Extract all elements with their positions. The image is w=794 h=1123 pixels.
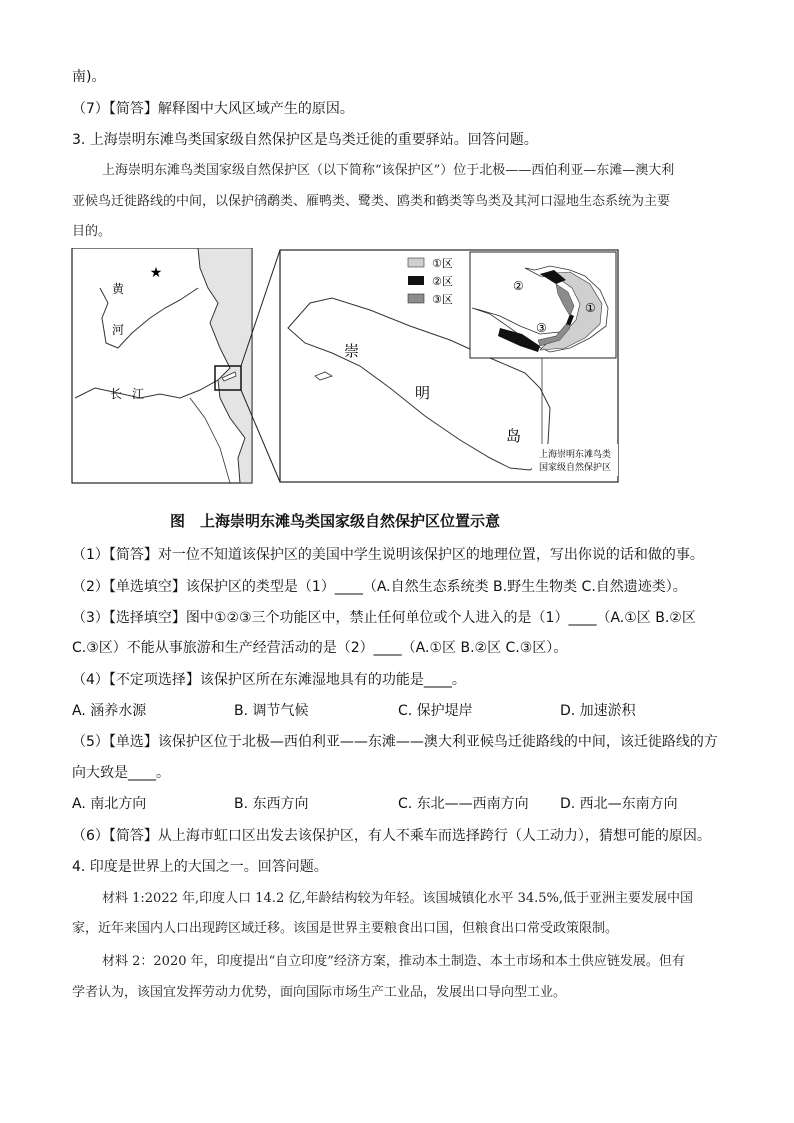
- china-east-map: [72, 248, 252, 483]
- river-label: 江: [132, 387, 145, 401]
- material-line: 目的。: [72, 224, 112, 239]
- figure-caption: 图 上海崇明东滩鸟类国家级自然保护区位置示意: [170, 512, 501, 530]
- option: D. 加速淤积: [560, 703, 636, 719]
- text-line: 南)。: [72, 69, 106, 85]
- option: B. 东西方向: [234, 796, 309, 812]
- question: （6）【简答】从上海市虹口区出发去该保护区，有人不乘车而选择跨行（人工动力），猜想可能的原因。: [72, 828, 711, 844]
- material-line: 上海崇明东滩鸟类国家级自然保护区（以下简称“该保护区”）位于北极——西伯利亚—东滩—澳大利: [102, 163, 675, 178]
- island-label: 崇: [344, 342, 360, 360]
- material-line: 材料 2：2020 年，印度提出“自立印度”经济方案，推动本土制造、本土市场和本土供应链发展。但有: [102, 954, 685, 969]
- zone-label: ③: [536, 321, 547, 335]
- legend-label: ②区: [432, 275, 453, 288]
- river-label: 河: [112, 323, 125, 337]
- river-label: 长: [110, 387, 123, 401]
- option: C. 东北——西南方向: [398, 796, 529, 812]
- zone-label: ②: [513, 279, 524, 293]
- question: （2）【单选填空】该保护区的类型是（1）____（A.自然生态系统类 B.野生生物类 C.自然遗迹类）。: [72, 579, 687, 595]
- option: D. 西北—东南方向: [560, 796, 678, 812]
- option: A. 南北方向: [72, 796, 147, 812]
- material-line: 家，近年来国内人口出现跨区域迁移。该国是世界主要粮食出口国，但粮食出口常受政策限制。: [72, 921, 619, 936]
- material-line: 学者认为，该国宜发挥劳动力优势，面向国际市场生产工业品，发展出口导向型工业。: [72, 985, 567, 1000]
- chongming-map: [280, 250, 618, 482]
- question: （3）【选择填空】图中①②③三个功能区中，禁止任何单位或个人进入的是（1）____（A.①区 B.②区: [72, 610, 696, 626]
- reserve-label: 上海崇明东滩鸟类: [538, 450, 612, 460]
- legend-label: ③区: [432, 293, 453, 306]
- legend-swatch-1: [408, 258, 424, 267]
- option: A. 涵养水源: [72, 703, 147, 719]
- question: 向大致是____。: [72, 765, 170, 781]
- question: （4）【不定项选择】该保护区所在东滩湿地具有的功能是____。: [72, 672, 466, 688]
- question-4-intro: 4. 印度是世界上的大国之一。回答问题。: [72, 859, 328, 875]
- legend-swatch-2: [408, 276, 424, 285]
- option: C. 保护堤岸: [398, 703, 473, 719]
- legend-label: ①区: [432, 257, 453, 270]
- question: C.③区）不能从事旅游和生产经营活动的是（2）____（A.①区 B.②区 C.③区）。: [72, 640, 568, 656]
- map-figure: [70, 248, 622, 486]
- option: B. 调节气候: [234, 703, 309, 719]
- reserve-label: 国家级自然保护区: [538, 463, 612, 473]
- river-label: 黄: [112, 282, 125, 296]
- capital-star: ★: [149, 265, 163, 281]
- zone-label: ①: [585, 301, 596, 315]
- question-7: （7）【简答】解释图中大风区域产生的原因。: [72, 101, 354, 117]
- material-line: 亚候鸟迁徙路线的中间，以保护鸻鹬类、雁鸭类、鹭类、鸥类和鹤类等鸟类及其河口湿地生态系统为主要: [72, 194, 671, 209]
- question: （1）【简答】对一位不知道该保护区的美国中学生说明该保护区的地理位置，写出你说的话和做的事。: [72, 547, 704, 563]
- island-label: 岛: [506, 427, 522, 445]
- question-3-intro: 3. 上海崇明东滩鸟类国家级自然保护区是鸟类迁徙的重要驿站。回答问题。: [72, 132, 538, 148]
- material-line: 材料 1:2022 年,印度人口 14.2 亿,年龄结构较为年轻。该国城镇化水平 34.5%,低于亚洲主要发展中国: [102, 891, 694, 906]
- question: （5）【单选】该保护区位于北极—西伯利亚——东滩——澳大利亚候鸟迁徙路线的中间，该迁徙路线的方: [72, 734, 718, 750]
- island-label: 明: [415, 384, 431, 402]
- legend-swatch-3: [408, 294, 424, 303]
